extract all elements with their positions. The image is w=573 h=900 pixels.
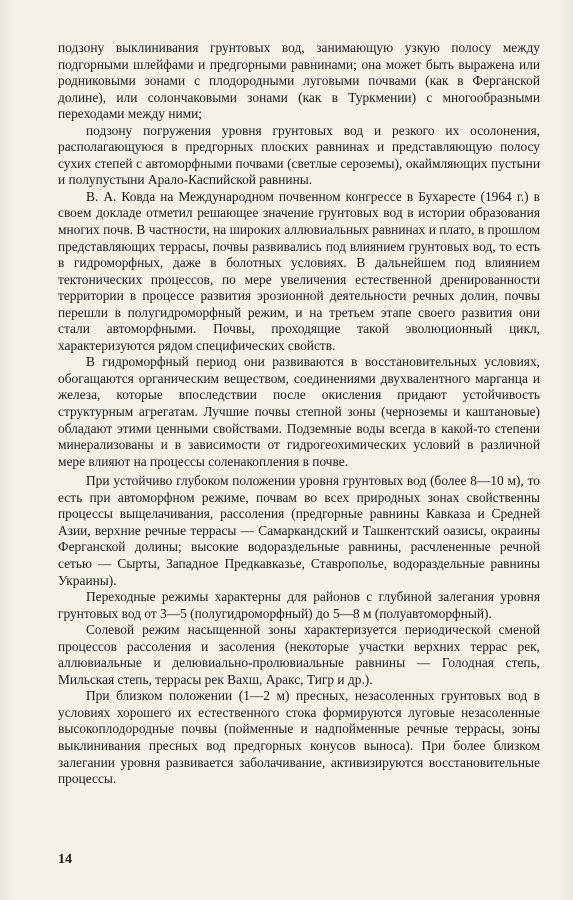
paragraph-1: подзону выклинивания грунтовых вод, занимающую узкую полосу между подгорными шлейфами и предгорными равнинами; она может быть выражена или родниковыми зонами с плодородными луговыми почвами (как в Ферганской долине), или солончаковыми зонами (как в Туркмении) с многообразными переходами между ними; [58,40,540,122]
paragraph-3: В. А. Ковда на Международном почвенном конгрессе в Бухаресте (1964 г.) в своем докладе отметил решающее значение грунтовых вод в истории образования многих почв. В частности, на широких аллювиальных равнинах и плато, в прошлом представляющих террасы, почвы развивались под влиянием грунтовых вод, то есть в гидроморфных, даже в болотных условиях. В дальнейшем под влиянием тектонических процессов, по мере увеличения естественной дренированности территории в процессе развития эрозионной деятельности речных долин, почвы перешли в полугидроморфный режим, и на третьем этапе своего развития они стали автоморфными. Почвы, проходящие такой эволюционный цикл, характеризуются рядом специфических свойств. [58,188,540,353]
paragraph-5: При устойчиво глубоком положении уровня грунтовых вод (более 8—10 м), то есть при автоморфном режиме, почвам во всех природных зонах свойственны процессы выщелачивания, рассоления (предгорные равнины Кавказа и Средней Азии, верхние речные террасы — Самаркандский и Ташкентский оазисы, окраины Ферганской долины; высокие водораздельные равнины, расчлененные речной сетью — Сырты, Западное Предкавказье, Ставрополье, водораздельные равнины Украины). [58,473,540,588]
paragraph-2: подзону погружения уровня грунтовых вод и резкого их осолонения, располагающуюся в предгорных плоских равнинах и представляющую полосу сухих степей с автоморфными почвами (светлые сероземы), окаймляющих пустыни и полупустыни Арало-Каспийской равнины. [58,122,540,188]
body-text [58,40,540,788]
paragraph-6: Переходные режимы характерны для районов с глубиной залегания уровня грунтовых вод от 3—5 (полугидроморфный) до 5—8 м (полуавтоморфный). [58,589,540,621]
paragraph-7: Солевой режим насыщенной зоны характеризуется периодической сменой процессов рассоления и засоления (некоторые участки верхних террас рек, аллювиальные и делювиально-пролювиальные равнины — Голодная степь, Мильская степь, террасы рек Вахш, Аракс, Тигр и др.). [58,622,540,687]
paragraph-4: В гидроморфный период они развиваются в восстановительных условиях, обогащаются органическим веществом, соединениями двухвалентного марганца и железа, которые впоследствии после окисления придают устойчивость структурным агрегатам. Лучшие почвы степной зоны (черноземы и каштановые) обладают этими ценными свойствами. Подземные воды всегда в какой-то степени минерализованы и в зависимости от гидрогеохимических условий в различной мере влияют на процессы соленакопления в почве. [58,354,540,469]
paragraph-8: При близком положении (1—2 м) пресных, незасоленных грунтовых вод в условиях хорошего их естественного стока формируются луговые незасоленные высокоплодородные почвы (пойменные и надпойменные речные террасы, зоны выклинивания пресных вод предгорных конусов выноса). При более близком залегании уровня развивается заболачивание, активизируются восстановительные процессы. [58,688,540,787]
page-number: 14 [58,852,72,867]
